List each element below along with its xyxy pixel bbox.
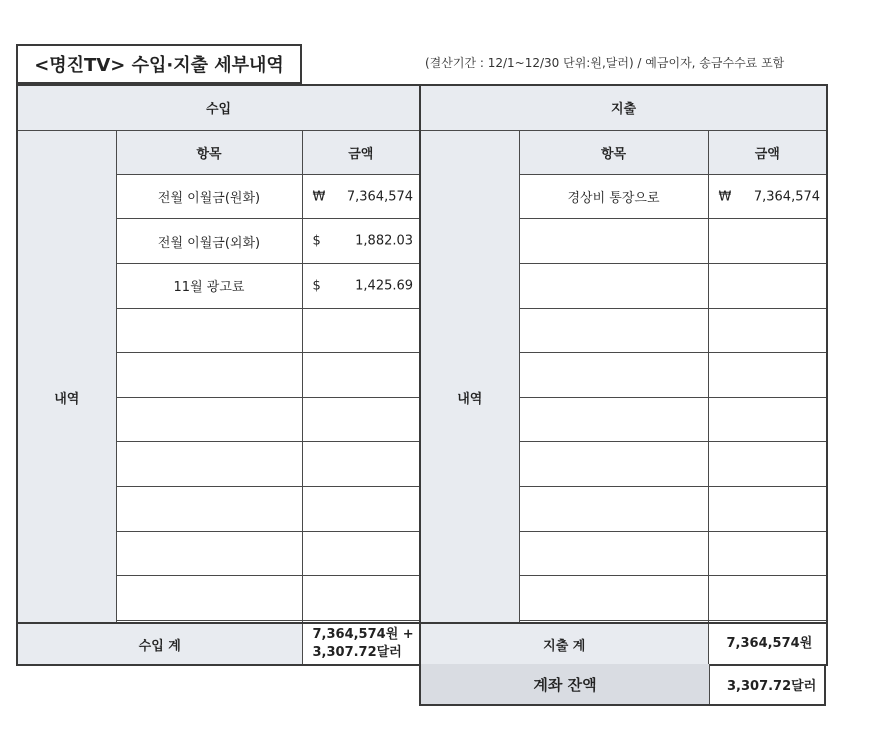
income-amount-cell [302, 353, 420, 398]
expense-amount-cell [708, 174, 827, 219]
amount-value: 7,364,574 [346, 189, 414, 204]
expense-col-amount: 금액 [708, 130, 827, 174]
income-amount-cell [302, 308, 420, 353]
income-item-cell: 전월 이월금(원화) [116, 174, 302, 219]
income-side-label: 내역 [17, 130, 116, 665]
expense-item-cell [519, 219, 708, 264]
expense-total-label: 지출 계 [420, 623, 708, 665]
income-col-amount: 금액 [302, 130, 420, 174]
currency-symbol: ₩ [312, 189, 326, 204]
balance-row [419, 664, 826, 706]
expense-amount-cell [708, 308, 827, 353]
income-total-line2: 3,307.72달러 [312, 645, 402, 660]
income-amount-cell [302, 174, 420, 219]
expense-side-label: 내역 [420, 130, 519, 665]
expense-item-cell: 경상비 통장으로 [519, 174, 708, 219]
expense-amount-cell [708, 486, 827, 531]
expense-amount-cell [708, 397, 827, 442]
income-total-label: 수입 계 [17, 623, 302, 665]
income-total-value [302, 623, 420, 665]
income-amount-cell [302, 397, 420, 442]
expense-table [419, 84, 828, 666]
income-item-cell [116, 486, 302, 531]
expense-total-row [419, 622, 828, 666]
balance-label: 계좌 잔액 [421, 664, 710, 704]
expense-item-cell [519, 442, 708, 487]
balance-value: 3,307.72달러 [727, 678, 817, 694]
income-amount-cell [302, 531, 420, 576]
income-item-cell: 11월 광고료 [116, 263, 302, 308]
income-item-cell [116, 531, 302, 576]
expense-amount-cell [708, 531, 827, 576]
expense-total-value: 7,364,574원 [708, 623, 827, 665]
income-table [16, 84, 421, 666]
expense-amount-cell [708, 576, 827, 621]
income-total-line1: 7,364,574원 + [312, 627, 414, 642]
income-item-cell [116, 397, 302, 442]
amount-value: 1,882.03 [355, 233, 414, 249]
expense-item-cell [519, 397, 708, 442]
expense-item-cell [519, 486, 708, 531]
expense-amount-cell [708, 263, 827, 308]
document-title: <명진TV> 수입·지출 세부내역 [16, 44, 302, 84]
period-note: (결산기간 : 12/1~12/30 단위:원,달러) / 예금이자, 송금수수료 포함 [425, 56, 785, 70]
income-amount-cell [302, 576, 420, 621]
expense-amount-cell [708, 353, 827, 398]
expense-amount-cell [708, 219, 827, 264]
amount-value: 7,364,574 [753, 189, 821, 204]
currency-symbol: ₩ [718, 189, 732, 204]
amount-value: 1,425.69 [355, 278, 414, 294]
expense-item-cell [519, 576, 708, 621]
income-item-cell [116, 308, 302, 353]
expense-item-cell [519, 263, 708, 308]
income-amount-cell [302, 486, 420, 531]
expense-item-cell [519, 353, 708, 398]
expense-header: 지출 [420, 85, 827, 130]
income-item-cell: 전월 이월금(외화) [116, 219, 302, 264]
currency-symbol: $ [312, 278, 321, 294]
income-header: 수입 [17, 85, 420, 130]
expense-amount-cell [708, 442, 827, 487]
income-amount-cell [302, 263, 420, 308]
income-col-item: 항목 [116, 130, 302, 174]
expense-item-cell [519, 531, 708, 576]
expense-col-item: 항목 [519, 130, 708, 174]
income-item-cell [116, 442, 302, 487]
expense-item-cell [519, 308, 708, 353]
income-item-cell [116, 353, 302, 398]
income-total-row [16, 622, 421, 666]
income-amount-cell [302, 219, 420, 264]
income-item-cell [116, 576, 302, 621]
income-amount-cell [302, 442, 420, 487]
currency-symbol: $ [312, 233, 321, 249]
